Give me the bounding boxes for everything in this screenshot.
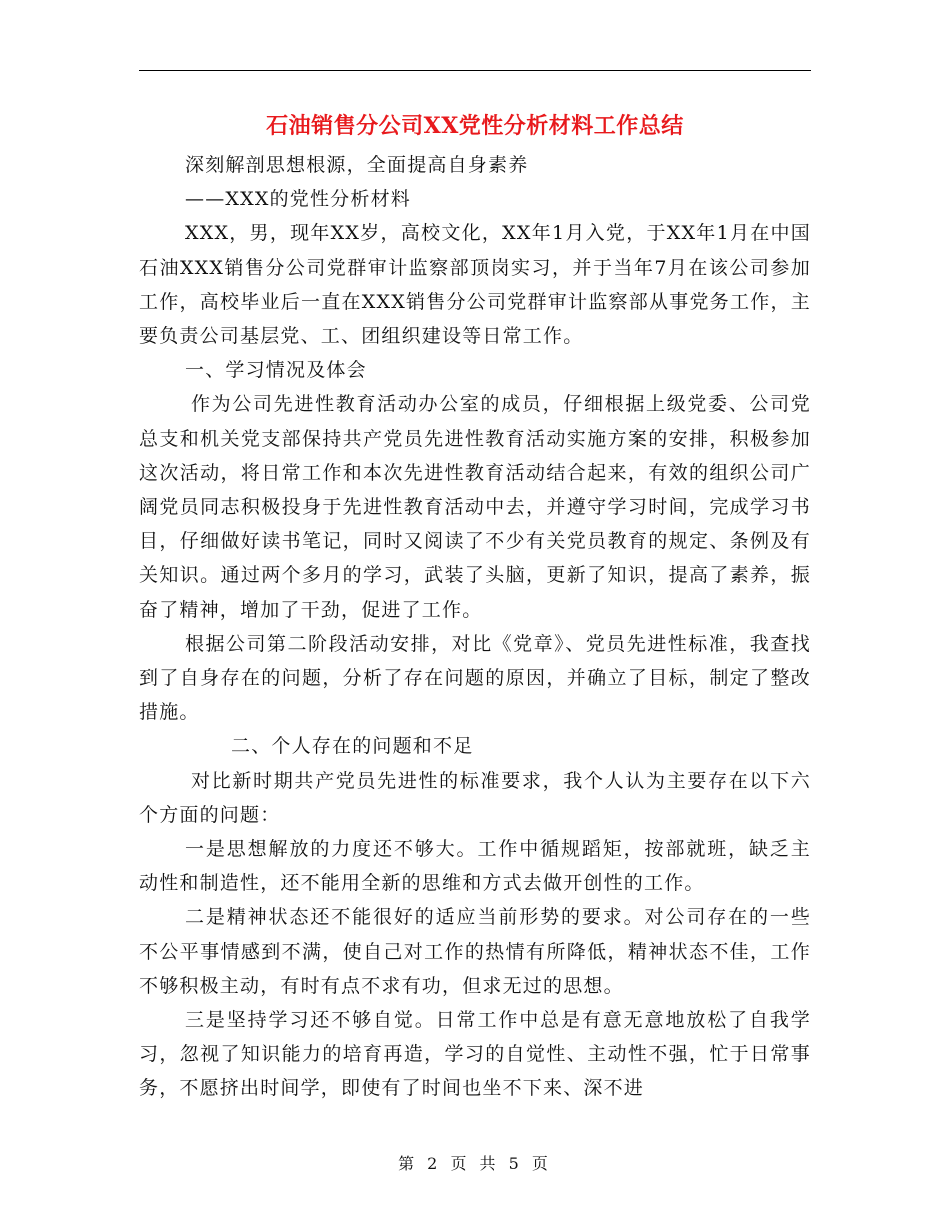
paragraph-problems-intro: 对比新时期共产党员先进性的标准要求，我个人认为主要存在以下六个方面的问题： xyxy=(139,769,811,826)
document-title: 石油销售分公司XX党性分析材料工作总结 xyxy=(266,113,684,139)
document-body xyxy=(139,148,811,1106)
header-rule xyxy=(139,70,811,71)
section-heading-study: 一、学习情况及体会 xyxy=(185,359,367,382)
paragraph-problem-two: 二是精神状态还不能很好的适应当前形势的要求。对公司存在的一些不公平事情感到不满，使自己对工作的热情有所降低，精神状态不佳，工作不够积极主动，有时有点不求有功，但求无过的思想。 xyxy=(139,906,811,997)
page-number: 第 2 页 共 5 页 xyxy=(398,1154,552,1173)
paragraph-stage-two: 根据公司第二阶段活动安排，对比《党章》、党员先进性标准，我查找到了自身存在的问题，分析了存在问题的原因，并确立了目标，制定了整改措施。 xyxy=(139,632,811,724)
subtitle-byline: ——XXX的党性分析材料 xyxy=(185,188,411,211)
paragraph-problem-one: 一是思想解放的力度还不够大。工作中循规蹈矩，按部就班，缺乏主动性和制造性，还不能用全新的思维和方式去做开创性的工作。 xyxy=(139,838,811,895)
paragraph-study: 作为公司先进性教育活动办公室的成员，仔细根据上级党委、公司党总支和机关党支部保持共产党员先进性教育活动实施方案的安排，积极参加这次活动，将日常工作和本次先进性教育活动结合起来，有效的组织公司广阔党员同志积极投身于先进性教育活动中去，并遵守学习时间，完成学习书目，仔细做好读书笔记，同时又阅读了不少有关党员教育的规定、条例及有关知识。通过两个多月的学习，武装了头脑，更新了知识，提高了素养，振奋了精神，增加了干劲，促进了工作。 xyxy=(139,393,811,621)
section-heading-problems: 二、个人存在的问题和不足 xyxy=(231,735,474,758)
paragraph-intro: XXX，男，现年XX岁，高校文化，XX年1月入党，于XX年1月在中国石油XXX销售分公司党群审计监察部顶岗实习，并于当年7月在该公司参加工作，高校毕业后一直在XXX销售分公司党群审计监察部从事党务工作，主要负责公司基层党、工、团组织建设等日常工作。 xyxy=(139,222,811,348)
subtitle: 深刻解剖思想根源，全面提高自身素养 xyxy=(185,154,529,176)
paragraph-problem-three: 三是坚持学习还不够自觉。日常工作中总是有意无意地放松了自我学习，忽视了知识能力的培育再造，学习的自觉性、主动性不强，忙于日常事务，不愿挤出时间学，即使有了时间也坐不下来、深不进 xyxy=(139,1009,811,1100)
